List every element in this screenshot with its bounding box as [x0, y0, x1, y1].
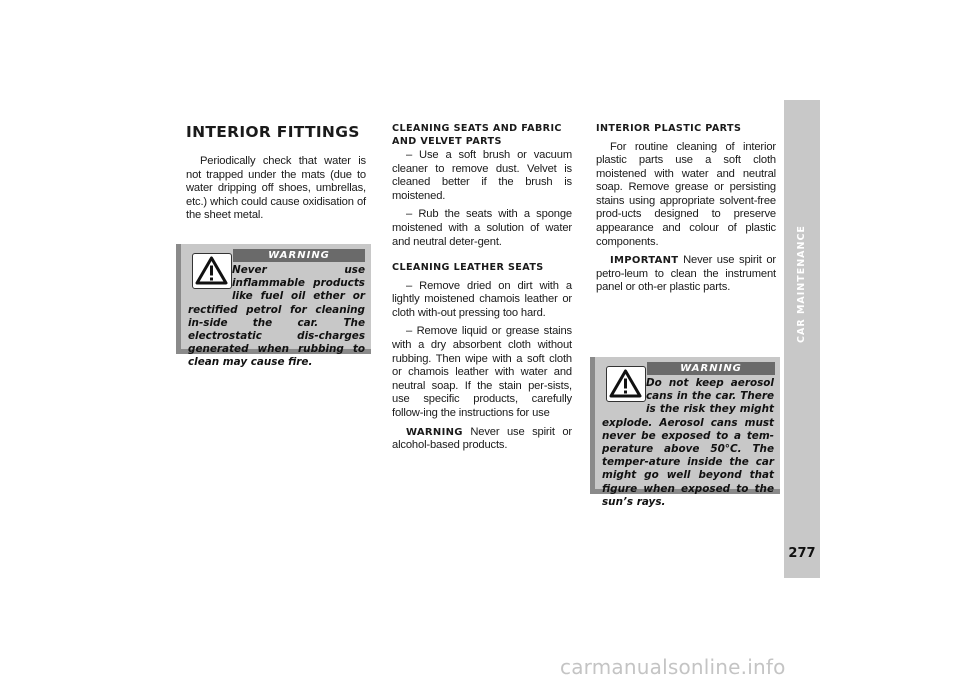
column-plastic-parts — [596, 123, 776, 295]
body-paragraph: – Use a soft brush or vacuum cleaner to remove dust. Velvet is cleaned better if the brush is moistened. — [392, 149, 572, 202]
section-heading-plastic-parts: INTERIOR PLASTIC PARTS — [596, 123, 742, 134]
warning-triangle-icon — [192, 253, 232, 289]
section-tab-label: CAR MAINTENANCE — [796, 225, 807, 343]
warning-label: WARNING — [647, 362, 775, 375]
body-paragraph: Periodically check that water is not trapped under the mats (due to water dripping off shoes, umbrellas, etc.) which could cause oxidisation of the sheet metal. — [186, 155, 366, 222]
warning-text: Do not keep aerosol cans in the car. There is the risk they might explode. Aerosol cans must never be exposed to a tem-perature above 50°C. The temper-ature inside the car might go well beyond that figure when exposed to the sun’s rays. — [602, 377, 774, 508]
inline-important-lead: IMPORTANT — [610, 255, 679, 267]
warning-label: WARNING — [233, 249, 365, 262]
body-paragraph: For routine cleaning of interior plastic parts use a soft cloth moistened with water and neutral soap. Remove grease or persisting stains using appropriate solvent-free prod-ucts designed to preserve appearance and colour of plastic components. — [596, 140, 776, 248]
watermark: carmanualsonline.info — [560, 655, 786, 679]
inline-warning-lead: WARNING — [406, 426, 463, 438]
body-paragraph-important: IMPORTANT Never use spirit or petro-leum to clean the instrument panel or oth-er plastic parts. — [596, 254, 776, 294]
warning-box-aerosol — [590, 357, 780, 508]
body-paragraph: – Remove dried on dirt with a lightly moistened chamois leather or cloth with-out pressing too hard. — [392, 279, 572, 319]
warning-box-inflammable — [176, 244, 371, 369]
column-interior-fittings — [186, 123, 366, 223]
page-title: INTERIOR FITTINGS — [186, 123, 360, 141]
warning-text: Never use inflammable products like fuel oil ether or rectified petrol for cleaning in-side the car. The electrostatic dis-charges generated when rubbing to clean may cause fire. — [188, 264, 365, 369]
body-paragraph: – Remove liquid or grease stains with a dry absorbent cloth without rubbing. Then wipe with a soft cloth or chamois leather with water and neutral soap. If the stain per-sists, use specific products, carefully follow-ing the instructions for use — [392, 325, 572, 419]
section-heading-fabric-seats: CLEANING SEATS AND FABRIC AND VELVET PARTS — [392, 123, 562, 147]
section-heading-leather-seats: CLEANING LEATHER SEATS — [392, 262, 544, 274]
column-cleaning-seats — [392, 123, 572, 453]
body-paragraph: – Rub the seats with a sponge moistened with a solution of water and neutral deter-gent. — [392, 208, 572, 248]
warning-triangle-icon — [606, 366, 646, 402]
page-number: 277 — [788, 546, 816, 561]
body-paragraph-warning: WARNING Never use spirit or alcohol-based products. — [392, 425, 572, 452]
